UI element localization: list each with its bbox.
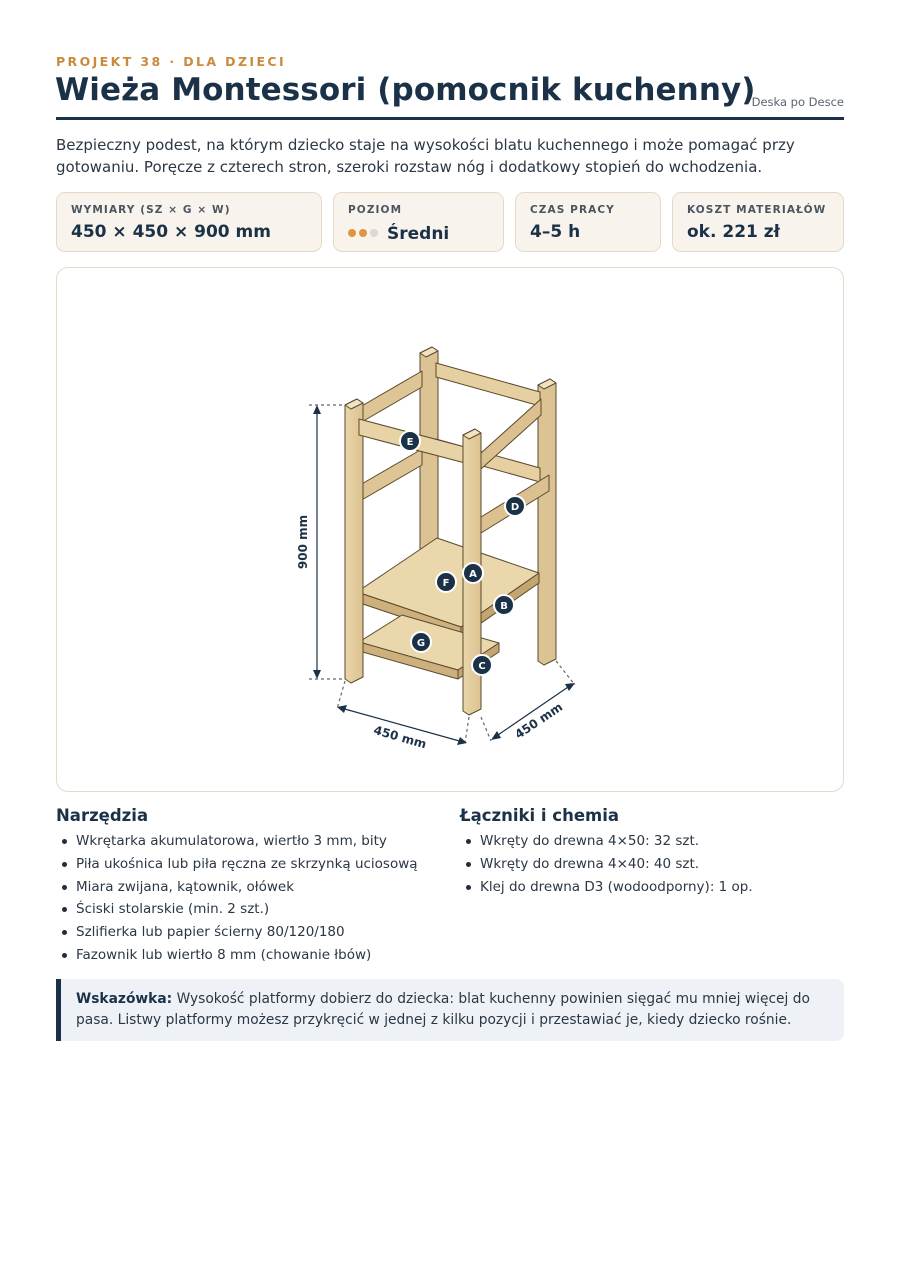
- part-letter: D: [510, 502, 520, 513]
- tip-label: Wskazówka:: [76, 991, 173, 1007]
- tip-box: [56, 979, 844, 1041]
- intro-text: Bezpieczny podest, na którym dziecko staje na wysokości blatu kuchennego i może pomagać przy gotowaniu. Poręcze z czterech stron, szeroki rozstaw nóg i dodatkowy stopień do wchodzenia.: [56, 136, 795, 176]
- part-marker-g: [411, 632, 431, 652]
- spec-value: Średni: [387, 224, 450, 244]
- spec-card-cost: [672, 192, 844, 252]
- fasteners-list: [460, 830, 844, 898]
- part-letter: E: [406, 437, 414, 448]
- difficulty-dot: [348, 229, 356, 237]
- publisher-name: Deska po Desce: [751, 95, 844, 109]
- spec-card-level: [333, 192, 504, 252]
- rail-right-top: [481, 399, 541, 469]
- part-marker-d: [505, 496, 525, 516]
- difficulty-dot: [359, 229, 367, 237]
- tools-heading: Narzędzia: [56, 806, 149, 825]
- part-marker-a: [463, 563, 483, 583]
- spec-card-dimensions: [56, 192, 322, 252]
- spec-label: CZAS PRACY: [530, 204, 615, 216]
- spec-label: WYMIARY (SZ × G × W): [71, 204, 231, 216]
- spec-card-time: [515, 192, 661, 252]
- page-title: Wieża Montessori (pomocnik kuchenny): [55, 72, 756, 108]
- depth-label: 450 mm: [512, 699, 566, 742]
- part-letter: G: [416, 638, 426, 649]
- part-letter: B: [500, 601, 508, 612]
- fasteners-heading: Łączniki i chemia: [460, 806, 619, 825]
- part-letter: F: [442, 578, 450, 589]
- list-item: Szlifierka lub papier ścierny 80/120/180: [56, 921, 446, 944]
- list-item: Klej do drewna D3 (wodoodporny): 1 op.: [460, 876, 844, 899]
- rail-left-top: [360, 371, 422, 423]
- leg-back-right: [538, 379, 556, 665]
- part-letter: C: [478, 661, 486, 672]
- list-item: Fazownik lub wiertło 8 mm (chowanie łbów): [56, 944, 446, 967]
- project-kicker: PROJEKT 38 · DLA DZIECI: [56, 54, 287, 69]
- spec-value: ok. 221 zł: [687, 222, 780, 242]
- part-marker-b: [494, 595, 514, 615]
- list-item: Wkręty do drewna 4×50: 32 szt.: [460, 830, 844, 853]
- difficulty-dot: [370, 229, 378, 237]
- list-item: Ściski stolarskie (min. 2 szt.): [56, 898, 446, 921]
- spec-label: KOSZT MATERIAŁÓW: [687, 204, 827, 216]
- height-label: 900 mm: [296, 514, 310, 570]
- assembly-figure: [56, 267, 844, 792]
- part-letter: A: [469, 569, 477, 580]
- list-item: Wkrętarka akumulatorowa, wiertło 3 mm, bity: [56, 830, 446, 853]
- spec-label: POZIOM: [348, 204, 403, 216]
- part-marker-f: [436, 572, 456, 592]
- tools-list: [56, 830, 446, 967]
- spec-value: 4–5 h: [530, 222, 581, 242]
- list-item: Wkręty do drewna 4×40: 40 szt.: [460, 853, 844, 876]
- width-label: 450 mm: [372, 722, 429, 752]
- tower-drawing: [57, 268, 843, 791]
- list-item: Miara zwijana, kątownik, ołówek: [56, 876, 446, 899]
- part-marker-c: [472, 655, 492, 675]
- leg-front-left: [345, 399, 363, 683]
- rail-left-middle: [360, 449, 422, 501]
- rail-back-top: [436, 363, 540, 406]
- list-item: Piła ukośnica lub piła ręczna ze skrzynką uciosową: [56, 853, 446, 876]
- title-rule: [56, 117, 844, 120]
- spec-value: 450 × 450 × 900 mm: [71, 222, 271, 242]
- part-marker-e: [400, 431, 420, 451]
- tip-text: Wysokość platformy dobierz do dziecka: blat kuchenny powinien sięgać mu mniej więcej do pasa. Listwy platformy możesz przykręcić w jednej z kilku pozycji i przestawiać je, kiedy dziecko rośnie.: [76, 991, 810, 1028]
- difficulty-dots: [348, 222, 381, 242]
- spec-value-row: [348, 222, 503, 244]
